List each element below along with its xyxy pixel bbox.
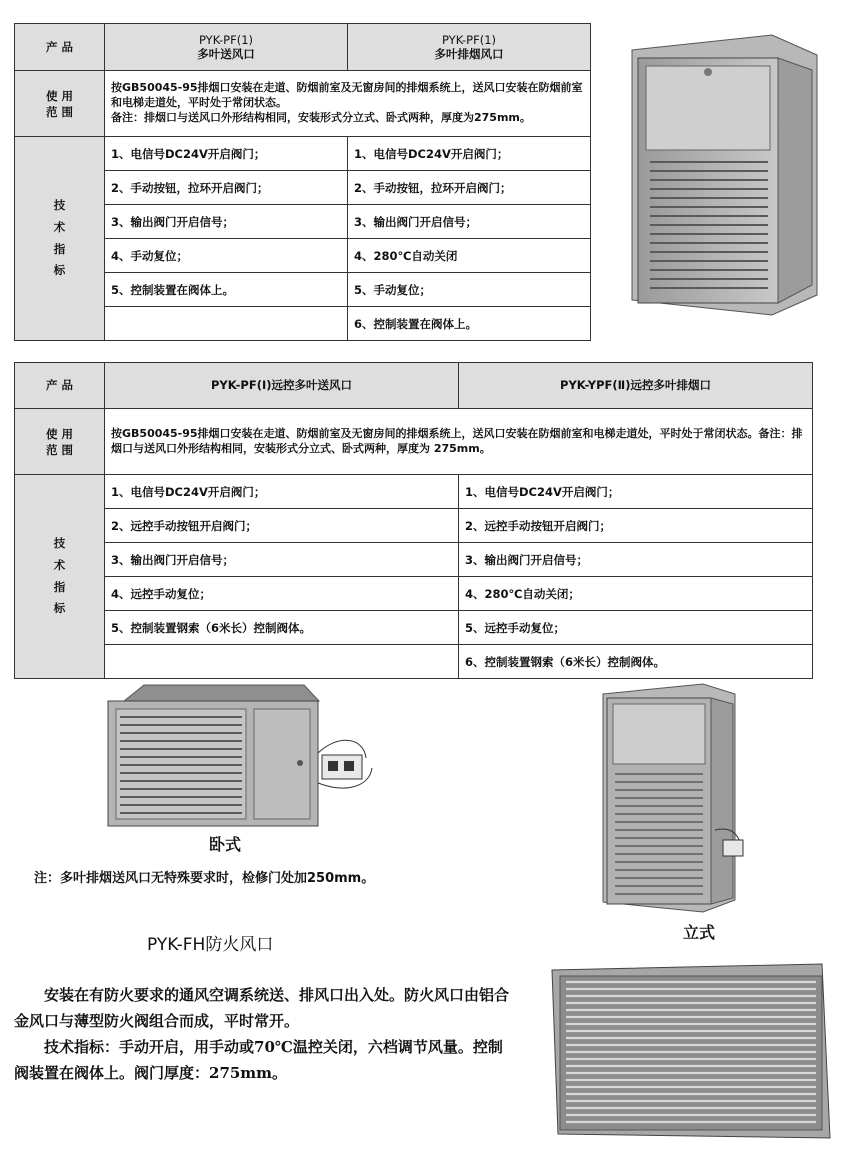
spec-item — [105, 645, 459, 679]
spec-item: 1、电信号DC24V开启阀门； — [459, 475, 813, 509]
tech-label-char: 术 — [53, 557, 66, 572]
spec-item: 1、电信号DC24V开启阀门； — [348, 137, 591, 171]
spec-item: 2、远控手动按钮开启阀门； — [459, 509, 813, 543]
product-col1-header — [105, 24, 348, 71]
fire-damper-grille-photo — [548, 962, 832, 1142]
tech-label-char: 术 — [53, 219, 66, 234]
product-label: 产 品 — [15, 24, 105, 71]
fh-paragraph-2: 技术指标：手动开启，用手动或70℃温控关闭，六档调节风量。控制阀装置在阀体上。阀门厚度：275mm。 — [14, 1038, 503, 1082]
use-label-line2: 范 围 — [45, 104, 73, 119]
vertical-caption: 立式 — [683, 923, 716, 942]
use-scope-line2: 备注：排烟口与送风口外形结构相同，安装形式分立式、卧式两种，厚度为275mm。 — [111, 110, 531, 124]
spec-item: 4、远控手动复位； — [105, 577, 459, 611]
spec-item: 6、控制装置在阀体上。 — [348, 307, 591, 341]
product-col2-name: 多叶排烟风口 — [434, 47, 504, 61]
spec-item: 2、手动按钮，拉环开启阀门； — [105, 171, 348, 205]
spec-item: 3、输出阀门开启信号； — [348, 205, 591, 239]
spec-item: 5、控制装置在阀体上。 — [105, 273, 348, 307]
spec-item: 4、280℃自动关闭； — [459, 577, 813, 611]
tech-label-char: 指 — [53, 241, 66, 256]
spec-item: 4、手动复位； — [105, 239, 348, 273]
horizontal-vent-photo — [104, 683, 384, 833]
fh-paragraph-1: 安装在有防火要求的通风空调系统送、排风口出入处。防火风口由铝合金风口与薄型防火阀组合而成，平时常开。 — [14, 986, 510, 1030]
use-label-line1: 使 用 — [45, 426, 73, 441]
tech-label — [15, 475, 105, 679]
tech-label-char: 指 — [53, 579, 66, 594]
fh-section-title: PYK-FH防火风口 — [147, 935, 274, 955]
spec-item: 2、远控手动按钮开启阀门； — [105, 509, 459, 543]
tech-label-char: 标 — [53, 263, 66, 278]
spec-item: 5、远控手动复位； — [459, 611, 813, 645]
use-label — [15, 71, 105, 137]
use-scope-text: 按GB50045-95排烟口安装在走道、防烟前室及无窗房间的排烟系统上，送风口安装在防烟前室和电梯走道处，平时处于常闭状态。备注：排烟口与送风口外形结构相同，安装形式分立式、卧式两种，厚度为 275mm。 — [105, 409, 813, 475]
product-col1-header: PYK-PF(Ⅰ)远控多叶送风口 — [105, 363, 459, 409]
use-label-line2: 范 围 — [45, 442, 73, 457]
tech-label-char: 技 — [53, 535, 66, 550]
spec-item: 3、输出阀门开启信号； — [105, 543, 459, 577]
spec-item: 3、输出阀门开启信号； — [459, 543, 813, 577]
use-scope-line1: 按GB50045-95排烟口安装在走道、防烟前室及无窗房间的排烟系统上，送风口安装在防烟前室和电梯走道处，平时处于常闭状态。 — [111, 81, 583, 110]
spec-item — [105, 307, 348, 341]
spec-item: 5、手动复位； — [348, 273, 591, 307]
use-label — [15, 409, 105, 475]
product-col2-header — [348, 24, 591, 71]
vertical-vent-photo-1 — [622, 30, 822, 320]
use-scope-text — [105, 71, 591, 137]
spec-table-1 — [14, 23, 591, 341]
tech-label-char: 标 — [53, 601, 66, 616]
height-note: 注：多叶排烟送风口无特殊要求时，检修门处加250mm。 — [34, 871, 375, 886]
spec-item: 4、280℃自动关闭 — [348, 239, 591, 273]
product-col1-name: 多叶送风口 — [197, 47, 255, 61]
tech-label-char: 技 — [53, 197, 66, 212]
vertical-vent-photo-2 — [595, 680, 745, 915]
spec-item: 3、输出阀门开启信号； — [105, 205, 348, 239]
product-label: 产 品 — [15, 363, 105, 409]
spec-item: 1、电信号DC24V开启阀门； — [105, 137, 348, 171]
product-col1-model: PYK-PF(1) — [198, 32, 254, 47]
product-col2-model: PYK-PF(1) — [441, 32, 497, 47]
spec-item: 1、电信号DC24V开启阀门； — [105, 475, 459, 509]
use-label-line1: 使 用 — [45, 88, 73, 103]
tech-label — [15, 137, 105, 341]
spec-item: 2、手动按钮，拉环开启阀门； — [348, 171, 591, 205]
product-col2-header: PYK-YPF(Ⅱ)远控多叶排烟口 — [459, 363, 813, 409]
spec-item: 6、控制装置钢索（6米长）控制阀体。 — [459, 645, 813, 679]
horizontal-caption: 卧式 — [209, 835, 242, 854]
spec-table-2 — [14, 362, 813, 679]
spec-item: 5、控制装置钢索（6米长）控制阀体。 — [105, 611, 459, 645]
fh-description — [14, 982, 510, 1086]
